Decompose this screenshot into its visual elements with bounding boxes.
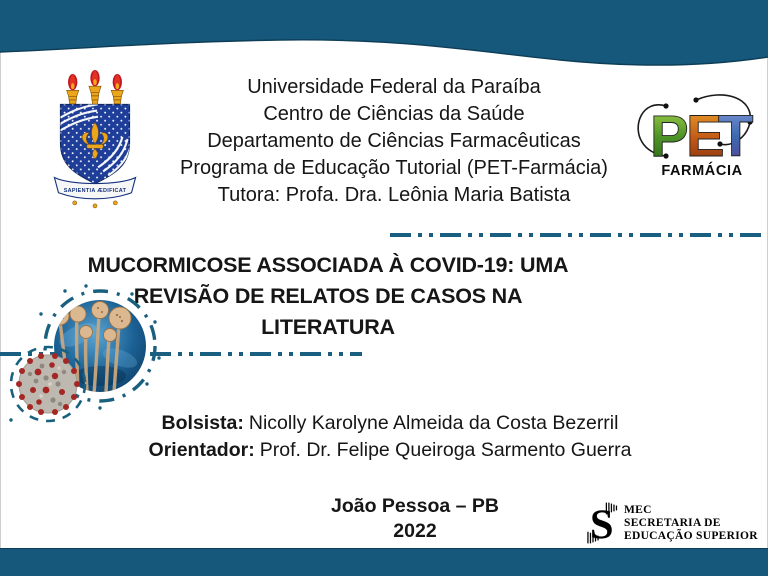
pet-farmacia-logo bbox=[632, 86, 758, 184]
credit-row-orientador bbox=[100, 437, 680, 464]
bolsista-name: Nicolly Karolyne Almeida da Costa Bezerril bbox=[248, 412, 619, 434]
title-line-2: REVISÃO DE RELATOS DE CASOS NA bbox=[133, 284, 523, 308]
dash-divider-top bbox=[390, 233, 768, 237]
mec-logo bbox=[586, 500, 762, 546]
header-line-university: Universidade Federal da Paraíba bbox=[247, 76, 541, 98]
top-wave-banner bbox=[0, 0, 768, 74]
header-institution-block bbox=[118, 74, 670, 209]
header-line-center: Centro de Ciências da Saúde bbox=[263, 103, 525, 125]
mec-line-2: SECRETARIA DE bbox=[624, 516, 721, 529]
mec-line-3: EDUCAÇÃO SUPERIOR bbox=[624, 529, 758, 542]
header-line-tutor: Tutora: Profa. Dra. Leônia Maria Batista bbox=[217, 184, 571, 206]
pet-letter-p: P bbox=[650, 104, 689, 169]
orientador-label: Orientador: bbox=[148, 438, 255, 461]
pet-letter-e: E bbox=[686, 104, 725, 169]
title-line-3: LITERATURA bbox=[261, 315, 395, 339]
mucor-covid-illustration bbox=[8, 280, 168, 426]
pet-farmacia-label: FARMÁCIA bbox=[661, 163, 743, 179]
title-line-1: MUCORMICOSE ASSOCIADA À COVID-19: UMA bbox=[87, 253, 569, 277]
ufpb-motto: SAPIENTIA ÆDIFICAT bbox=[63, 188, 127, 195]
pet-letter-t: T bbox=[718, 104, 754, 169]
mec-line-1: MEC bbox=[624, 503, 652, 516]
bolsista-label: Bolsista: bbox=[161, 412, 244, 434]
header-line-department: Departamento de Ciências Farmacêuticas bbox=[207, 130, 581, 152]
credit-row-bolsista bbox=[100, 410, 680, 437]
year-text: 2022 bbox=[393, 520, 437, 542]
mec-s-icon bbox=[586, 501, 619, 545]
header-line-program: Programa de Educação Tutorial (PET-Farmácia) bbox=[180, 157, 608, 179]
svg-text:S: S bbox=[589, 501, 614, 545]
place-text: João Pessoa – PB bbox=[331, 495, 499, 517]
bottom-banner bbox=[0, 548, 768, 576]
credits-block bbox=[100, 410, 680, 463]
place-year-block bbox=[300, 494, 530, 544]
orientador-name: Prof. Dr. Felipe Queiroga Sarmento Guerra bbox=[259, 438, 632, 461]
